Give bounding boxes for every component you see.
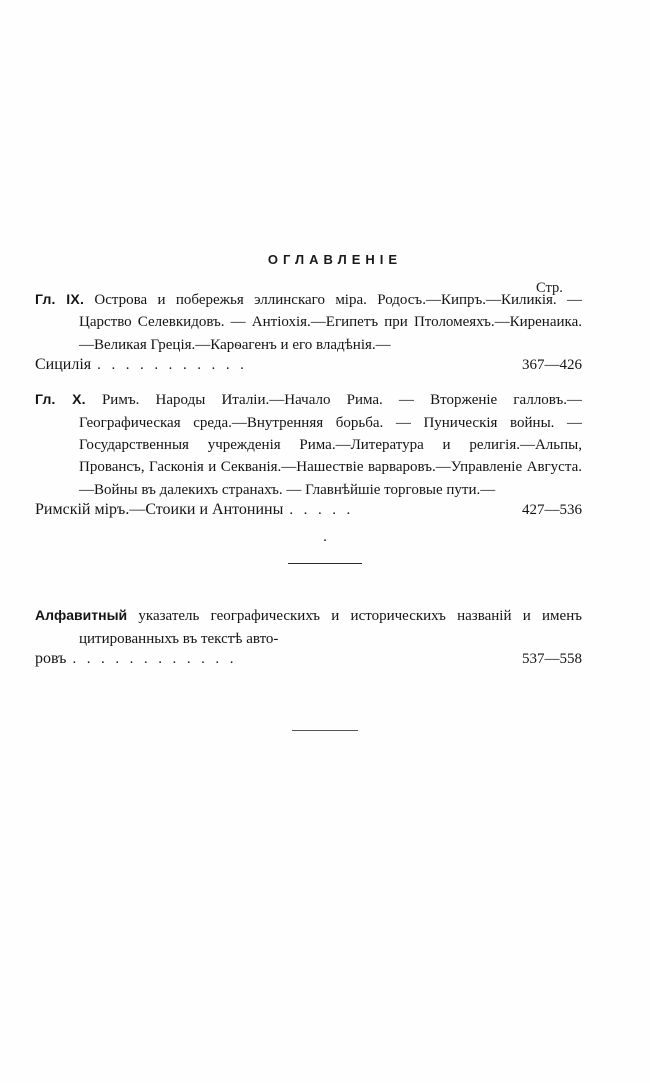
bottom-divider-rule bbox=[292, 730, 358, 731]
index-leader-dots: . . . . . . . . . . . . bbox=[72, 651, 237, 668]
column-header-pages: Стр. bbox=[536, 280, 563, 296]
index-entry-text bbox=[35, 604, 582, 650]
index-entry-body: указатель географическихъ и историческихъ названій и именъ цитированныхъ въ текстѣ авто- bbox=[79, 608, 582, 647]
toc-leader-dots: . . . . . bbox=[289, 502, 354, 519]
toc-entry bbox=[35, 288, 582, 374]
toc-entry-last-words: Сицилія bbox=[35, 356, 92, 374]
toc-entry bbox=[35, 388, 582, 519]
toc-entry-text bbox=[35, 388, 582, 501]
toc-entry-tail bbox=[35, 501, 582, 519]
index-entry bbox=[0, 604, 650, 668]
toc-entry-text bbox=[35, 288, 582, 356]
page-title: ОГЛАВЛЕНІЕ bbox=[267, 252, 403, 267]
toc-entry-last-words: Римскій міръ.—Стоики и Антонины bbox=[35, 501, 284, 519]
index-entry-page-range: 537—558 bbox=[522, 651, 582, 668]
index-entry-tail bbox=[35, 650, 582, 668]
toc-leader-dots: . . . . . . . . . . . bbox=[97, 357, 248, 374]
index-entry-last-words: ровъ bbox=[35, 650, 67, 668]
toc-entry-body: Римъ. Народы Италіи.—Начало Рима. — Вторженіе галловъ.—Географическая среда.—Внутренняя борьба. — Пуническія войны. — Государственныя учрежденія Рима.—Литература и религія.—Альпы, Провансъ, Гасконія и Секванія.—Нашествіе варваровъ.—Управленіе Августа.—Войны въ далекихъ странахъ. — Главнѣйшіе торговые пути.— bbox=[79, 392, 583, 498]
section-divider-rule bbox=[288, 563, 362, 564]
center-dot-ornament: . bbox=[323, 529, 327, 546]
toc-entry-tail bbox=[35, 356, 582, 374]
toc-entry-chapter-label: Гл. X. bbox=[35, 391, 86, 408]
toc-entry-page-range: 427—536 bbox=[522, 502, 582, 519]
toc-entry-chapter-label: Гл. IX. bbox=[35, 291, 85, 307]
toc-entry-page-range: 367—426 bbox=[522, 357, 582, 374]
index-entry-lead: Алфавитный bbox=[35, 607, 128, 624]
table-of-contents bbox=[0, 288, 650, 519]
toc-entry-body: Острова и побережья эллинскаго міра. Родосъ.—Кипръ.—Киликія. — Царство Селевкидовъ. — Антіохія.—Египетъ при Птоломеяхъ.—Киренаика.—Великая Греція.—Карѳагенъ и его владѣнія.— bbox=[79, 292, 583, 353]
